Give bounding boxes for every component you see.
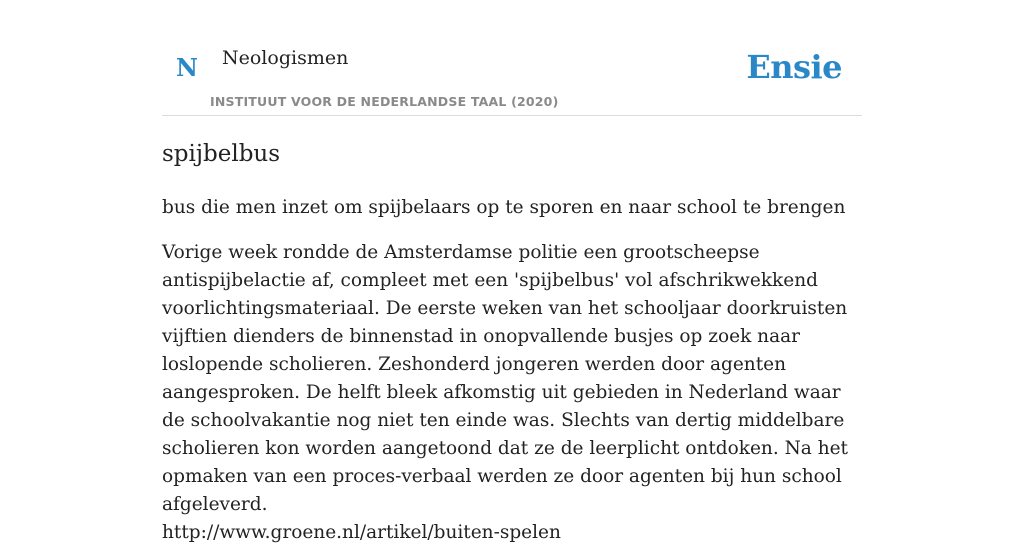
entry-header: [162, 0, 862, 116]
ensie-brand-logo[interactable]: Ensie: [746, 48, 842, 86]
source-label: INSTITUUT VOOR DE NEDERLANDSE TAAL (2020): [210, 94, 559, 109]
example-source-link[interactable]: http://www.groene.nl/artikel/buiten-spelen: [162, 522, 561, 543]
definition: bus die men inzet om spijbelaars op te sporen en naar school te brengen: [162, 197, 846, 218]
headword: spijbelbus: [162, 141, 281, 167]
dictionary-name-link[interactable]: Neologismen: [222, 47, 349, 69]
example-text: Vorige week rondde de Amsterdamse politie een grootscheepse antispijbelactie af, compleet met een 'spijbelbus' vol afschrikwekkend voorlichtingsmateriaal. De eerste weken van het schooljaar doorkruisten vijftien dienders de binnenstad in onopvallende busjes op zoek naar loslopende scholieren. Zeshonderd jongeren werden door agenten aangesproken. De helft bleek afkomstig uit gebieden in Nederland waar de schoolvakantie nog niet ten einde was. Slechts van dertig middelbare scholieren kon worden aangetoond dat ze de leerplicht ontdoken. Na het opmaken van een proces-verbaal werden ze door agenten bij hun school afgeleverd.: [162, 242, 848, 515]
entry-card: [162, 0, 862, 543]
dictionary-logo: N: [176, 53, 198, 82]
example-block: [162, 239, 862, 547]
